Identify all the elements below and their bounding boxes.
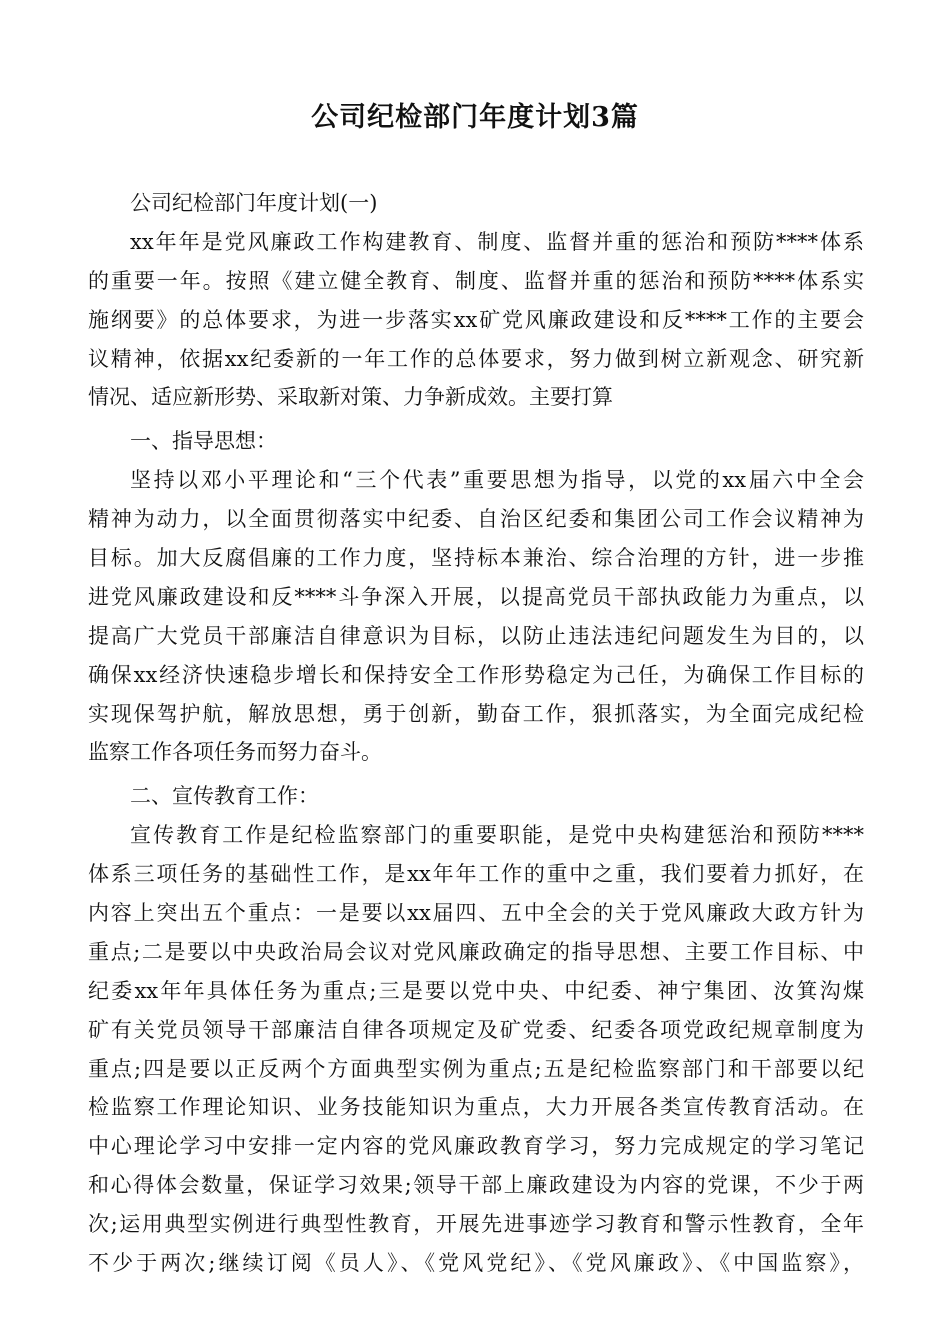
text-line: 矿有关党员领导干部廉洁自律各项规定及矿党委、纪委各项党政纪规章制度为 bbox=[88, 1017, 864, 1042]
text-line: 公司纪检部门年度计划(一) bbox=[130, 191, 378, 215]
text-line: 不少于两次;继续订阅《员人》、《党风党纪》、《党风廉政》、《中国监察》， bbox=[88, 1251, 864, 1276]
document-title: 公司纪检部门年度计划3篇 bbox=[311, 102, 639, 133]
text-line: 二、宣传教育工作： bbox=[130, 784, 319, 809]
text-line: 内容上突出五个重点：一是要以xx届四、五中全会的关于党风廉政大政方针为 bbox=[88, 901, 864, 926]
text-line: 次;运用典型实例进行典型性教育，开展先进事迹学习教育和警示性教育，全年 bbox=[88, 1212, 864, 1237]
text-line: 中心理论学习中安排一定内容的党风廉政教育学习，努力完成规定的学习笔记 bbox=[88, 1134, 864, 1159]
text-line: 重点;二是要以中央政治局会议对党风廉政确定的指导思想、主要工作目标、中 bbox=[88, 939, 864, 964]
text-line: 情况、适应新形势、采取新对策、力争新成效。主要打算 bbox=[88, 385, 613, 410]
text-line: 议精神，依据xx纪委新的一年工作的总体要求，努力做到树立新观念、研究新 bbox=[88, 346, 864, 371]
text-line: 提高广大党员干部廉洁自律意识为目标，以防止违法违纪问题发生为目的，以 bbox=[88, 623, 864, 648]
text-line: 和心得体会数量，保证学习效果;领导干部上廉政建设为内容的党课，不少于两 bbox=[88, 1173, 864, 1198]
text-line: 宣传教育工作是纪检监察部门的重要职能，是党中央构建惩治和预防**** bbox=[130, 823, 864, 848]
text-line: 精神为动力，以全面贯彻落实中纪委、自治区纪委和集团公司工作会议精神为 bbox=[88, 507, 864, 532]
text-line: 坚持以邓小平理论和“三个代表”重要思想为指导，以党的xx届六中全会 bbox=[130, 468, 864, 493]
document-body bbox=[88, 184, 864, 1283]
text-line: 监察工作各项任务而努力奋斗。 bbox=[88, 740, 382, 765]
text-line: 重点;四是要以正反两个方面典型实例为重点;五是纪检监察部门和干部要以纪 bbox=[88, 1056, 864, 1081]
text-line: xx年年是党风廉政工作构建教育、制度、监督并重的惩治和预防****体系 bbox=[130, 229, 864, 254]
text-line: 进党风廉政建设和反****斗争深入开展，以提高党员干部执政能力为重点，以 bbox=[88, 584, 864, 609]
text-line: 目标。加大反腐倡廉的工作力度，坚持标本兼治、综合治理的方针，进一步推 bbox=[88, 546, 864, 571]
text-line: 检监察工作理论知识、业务技能知识为重点，大力开展各类宣传教育活动。在 bbox=[88, 1095, 864, 1120]
text-line: 的重要一年。按照《建立健全教育、制度、监督并重的惩治和预防****体系实 bbox=[88, 268, 864, 293]
text-line: 实现保驾护航，解放思想，勇于创新，勤奋工作，狠抓落实，为全面完成纪检 bbox=[88, 701, 864, 726]
text-line: 体系三项任务的基础性工作，是xx年年工作的重中之重，我们要着力抓好，在 bbox=[88, 862, 864, 887]
text-line: 施纲要》的总体要求，为进一步落实xx矿党风廉政建设和反****工作的主要会 bbox=[88, 307, 864, 332]
text-line: 确保xx经济快速稳步增长和保持安全工作形势稳定为己任，为确保工作目标的 bbox=[88, 662, 864, 687]
text-line: 纪委xx年年具体任务为重点;三是要以党中央、中纪委、神宁集团、汝箕沟煤 bbox=[88, 978, 864, 1003]
text-line: 一、指导思想： bbox=[130, 429, 277, 454]
